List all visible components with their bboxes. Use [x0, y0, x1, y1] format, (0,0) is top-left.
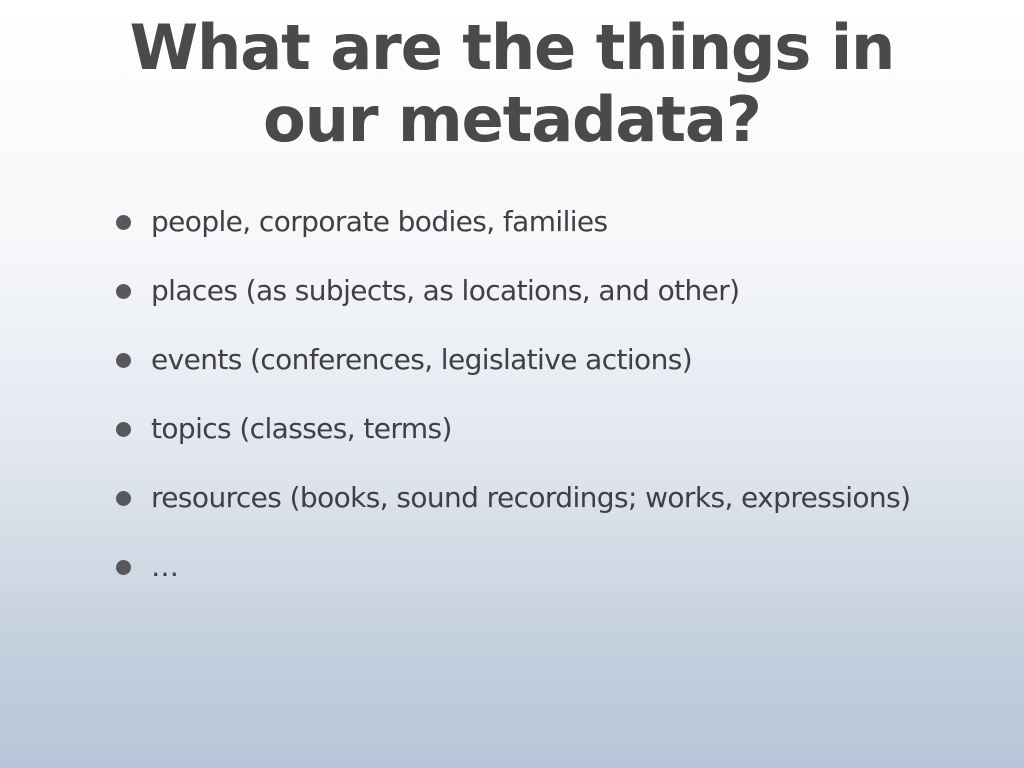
slide-title: What are the things in our metadata? — [80, 12, 944, 156]
bullet-item — [112, 476, 932, 520]
bullet-item — [112, 338, 932, 382]
bullet-dot-icon — [116, 422, 131, 437]
bullet-text: … — [151, 550, 179, 583]
bullet-text: topics (classes, terms) — [151, 412, 452, 445]
bullet-item — [112, 407, 932, 451]
bullet-list — [112, 200, 932, 614]
bullet-text: resources (books, sound recordings; works, expressions) — [151, 481, 911, 514]
bullet-item — [112, 200, 932, 244]
bullet-item — [112, 545, 932, 589]
bullet-dot-icon — [116, 284, 131, 299]
bullet-text: people, corporate bodies, families — [151, 205, 608, 238]
bullet-dot-icon — [116, 353, 131, 368]
bullet-dot-icon — [116, 560, 131, 575]
bullet-text: places (as subjects, as locations, and other) — [151, 274, 740, 307]
bullet-text: events (conferences, legislative actions) — [151, 343, 693, 376]
bullet-dot-icon — [116, 215, 131, 230]
bullet-dot-icon — [116, 491, 131, 506]
bullet-item — [112, 269, 932, 313]
